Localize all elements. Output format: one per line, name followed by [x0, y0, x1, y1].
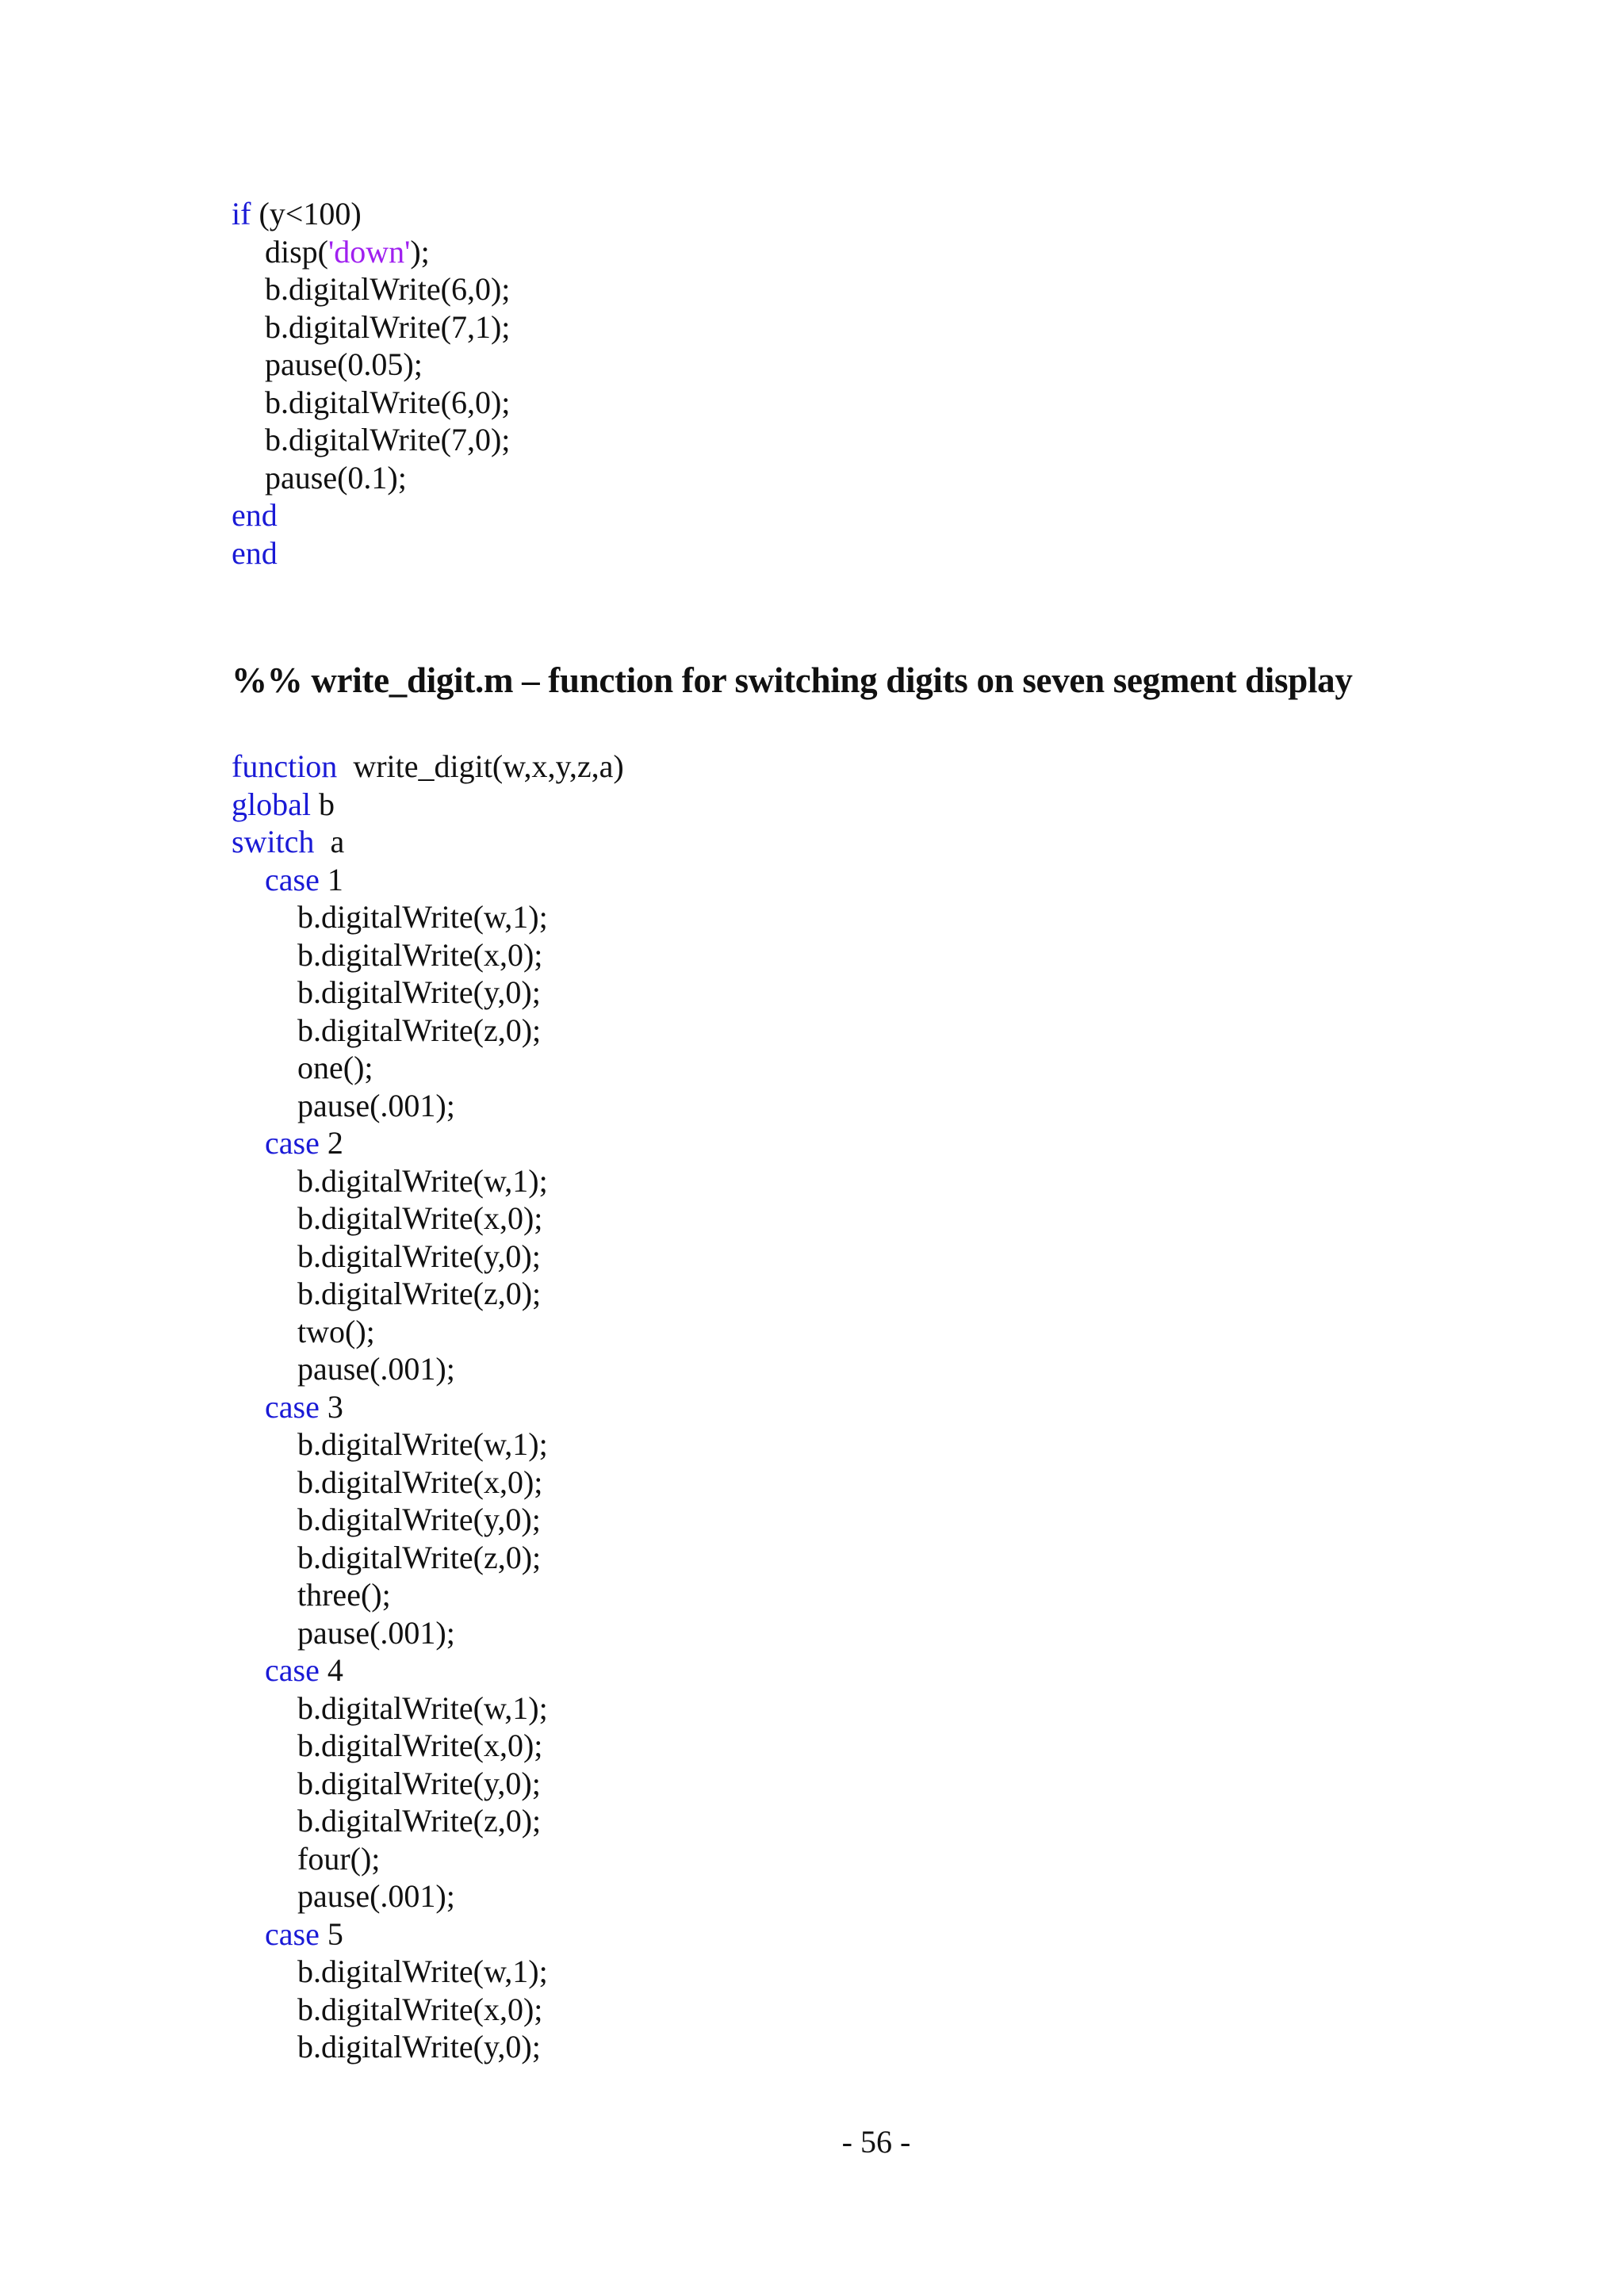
code-line: [232, 936, 624, 974]
code-text: write_digit(w,x,y,z,a): [337, 748, 624, 784]
code-text: b.digitalWrite(z,0);: [297, 1539, 542, 1575]
code-keyword: case: [265, 1652, 320, 1688]
code-line: [232, 1162, 624, 1200]
code-line: [232, 1501, 624, 1539]
code-line: [232, 1877, 624, 1915]
code-text: 1: [319, 861, 343, 897]
code-keyword: end: [232, 534, 278, 571]
code-line: [232, 748, 624, 786]
code-text: b.digitalWrite(z,0);: [297, 1012, 542, 1048]
code-string: 'down': [328, 233, 411, 270]
code-text: pause(.001);: [297, 1878, 455, 1914]
code-line: [232, 1539, 624, 1577]
code-keyword: if: [232, 196, 251, 232]
code-text: four();: [297, 1840, 381, 1877]
code-text: b.digitalWrite(w,1);: [297, 899, 548, 935]
code-text: b.digitalWrite(y,0);: [297, 2029, 541, 2064]
code-text: b.digitalWrite(7,0);: [265, 422, 511, 457]
code-line: [232, 1953, 624, 1991]
code-line: [232, 1651, 624, 1689]
code-text: one();: [297, 1050, 373, 1085]
code-line: [232, 1689, 624, 1728]
page-number: - 56 -: [841, 2124, 911, 2160]
code-line: [232, 346, 510, 384]
code-line: [232, 1124, 624, 1162]
code-line: [232, 1464, 624, 1502]
code-text: b.digitalWrite(w,1);: [297, 1689, 548, 1726]
code-line: [232, 308, 510, 346]
code-text: b.digitalWrite(w,1);: [297, 1954, 548, 1989]
code-line: [232, 1238, 624, 1276]
code-line: [232, 1840, 624, 1878]
code-text: b.digitalWrite(w,1);: [297, 1426, 548, 1462]
code-line: [232, 384, 510, 422]
code-line: [232, 786, 624, 824]
code-text: b.digitalWrite(6,0);: [265, 271, 511, 307]
code-text: b.digitalWrite(y,0);: [297, 974, 541, 1010]
code-text: b.digitalWrite(x,0);: [297, 1200, 543, 1236]
code-line: [232, 1200, 624, 1238]
code-line: [232, 1915, 624, 1954]
code-text: b.digitalWrite(y,0);: [297, 1238, 541, 1274]
code-text: b.digitalWrite(w,1);: [297, 1162, 548, 1199]
code-text: b.digitalWrite(x,0);: [297, 1728, 543, 1763]
code-text: 5: [319, 1915, 343, 1952]
code-text: b.digitalWrite(z,0);: [297, 1276, 542, 1311]
code-line: [232, 496, 510, 534]
code-line: [232, 898, 624, 936]
code-line: [232, 1012, 624, 1050]
code-text: (y<100): [251, 196, 362, 232]
code-text: b.digitalWrite(x,0);: [297, 1464, 543, 1500]
code-line: [232, 1425, 624, 1464]
code-line: [232, 459, 510, 497]
code-text: b.digitalWrite(y,0);: [297, 1765, 541, 1801]
code-line: [232, 534, 510, 572]
code-text: pause(.001);: [297, 1614, 455, 1651]
code-line: [232, 1388, 624, 1426]
code-line: [232, 195, 510, 233]
code-line: [232, 270, 510, 308]
code-line: [232, 1275, 624, 1313]
code-line: [232, 1350, 624, 1388]
code-text: pause(.001);: [297, 1087, 455, 1123]
code-line: [232, 1727, 624, 1765]
code-line: [232, 1087, 624, 1125]
code-text: 3: [319, 1388, 343, 1425]
code-text: b.digitalWrite(6,0);: [265, 384, 511, 420]
code-text: b.digitalWrite(z,0);: [297, 1803, 542, 1839]
code-text: three();: [297, 1577, 391, 1613]
code-keyword: case: [265, 1125, 320, 1161]
code-text: pause(.001);: [297, 1351, 455, 1387]
code-line: [232, 1049, 624, 1087]
code-text: b.digitalWrite(y,0);: [297, 1502, 541, 1537]
code-line: [232, 1802, 624, 1840]
code-text: disp(: [265, 233, 328, 270]
code-keyword: switch: [232, 824, 315, 859]
code-line: [232, 974, 624, 1012]
code-line: [232, 1765, 624, 1803]
code-text: pause(0.1);: [265, 459, 407, 496]
code-line: [232, 1313, 624, 1351]
code-listing-bottom: [232, 748, 624, 2066]
code-keyword: function: [232, 748, 338, 784]
code-line: [232, 1991, 624, 2029]
code-text: 4: [319, 1652, 343, 1688]
code-listing-top: [232, 195, 510, 572]
code-text: two();: [297, 1313, 375, 1349]
code-text: b.digitalWrite(x,0);: [297, 1991, 543, 2027]
code-keyword: global: [232, 786, 311, 822]
code-text: a: [314, 824, 345, 859]
code-keyword: end: [232, 497, 278, 533]
code-text: b.digitalWrite(x,0);: [297, 936, 543, 973]
code-keyword: case: [265, 1388, 320, 1425]
code-text: b.digitalWrite(7,1);: [265, 308, 511, 345]
code-text: );: [410, 233, 430, 270]
code-text: pause(0.05);: [265, 346, 423, 382]
code-line: [232, 1614, 624, 1652]
code-text: 2: [319, 1125, 343, 1161]
code-line: [232, 2028, 624, 2066]
code-line: [232, 1576, 624, 1614]
code-keyword: case: [265, 1915, 320, 1952]
code-line: [232, 823, 624, 861]
code-line: [232, 421, 510, 459]
section-heading: %% write_digit.m – function for switching digits on seven segment display: [232, 660, 1353, 700]
code-text: b: [310, 786, 335, 822]
code-keyword: case: [265, 861, 320, 897]
code-line: [232, 861, 624, 899]
code-line: [232, 233, 510, 271]
